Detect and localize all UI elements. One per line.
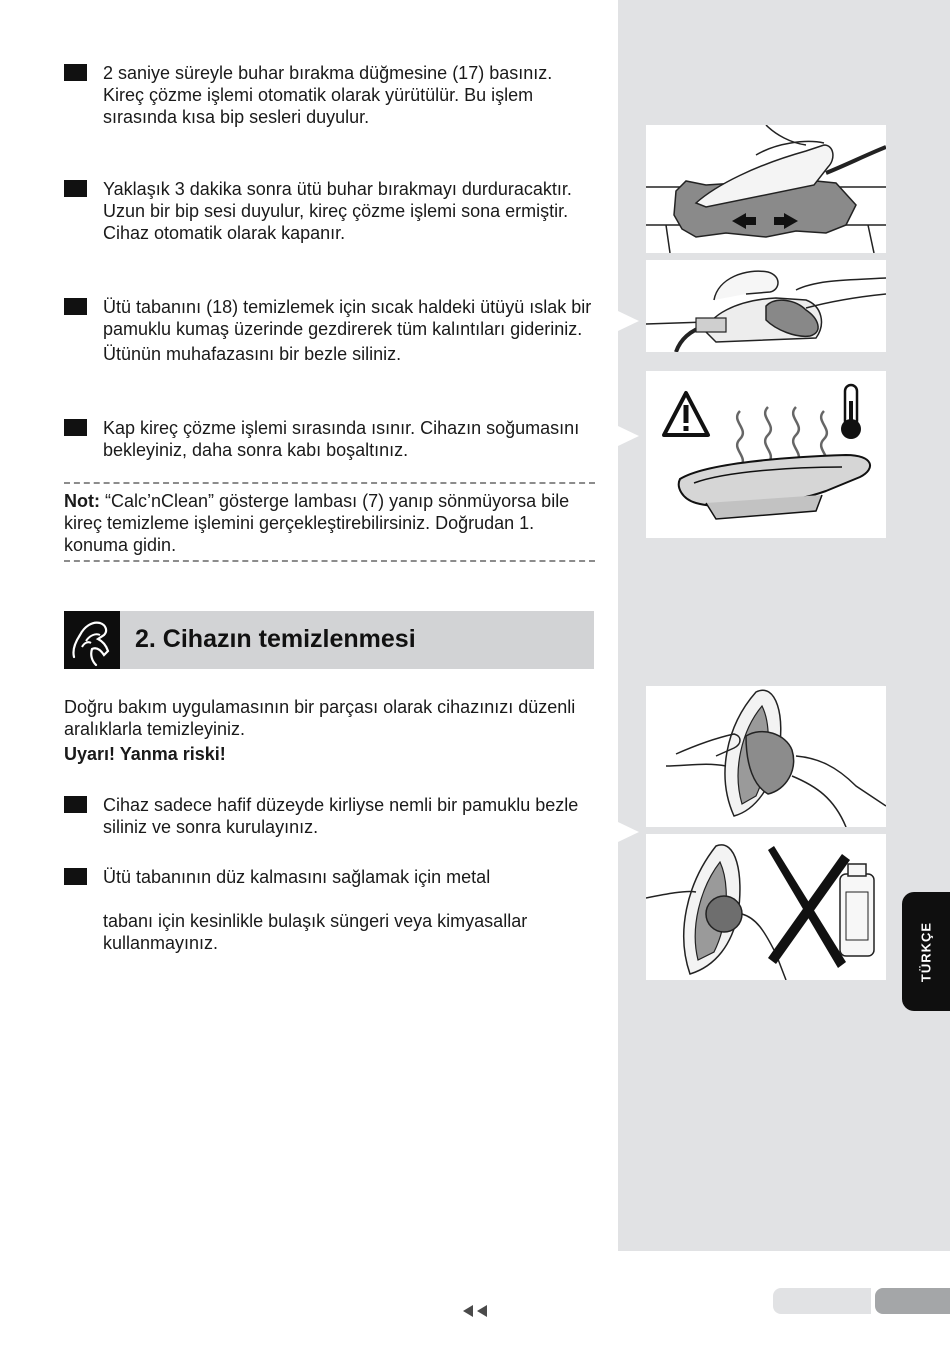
step-bullet — [64, 419, 87, 436]
burn-warning: Uyarı! Yanma riski! — [64, 744, 226, 764]
step-bullet — [64, 180, 87, 197]
no-sponge-no-chemicals-illustration — [646, 834, 886, 980]
hot-container-warning-illustration — [646, 371, 886, 538]
step-line: 2 saniye süreyle buhar bırakma düğmesine (17) basınız. — [103, 63, 553, 83]
hand-cleaning-icon — [64, 611, 120, 669]
footer-bar — [773, 1288, 871, 1314]
wiping-iron-housing-illustration — [646, 260, 886, 352]
note-text: “Calc’nClean” gösterge lambası (7) yanıp sönmüyorsa bile kireç temizleme işlemini gerçekleştirebilirsiniz. Doğrudan 1. konuma gidin. — [64, 491, 570, 555]
step-line: tabanı için kesinlikle bulaşık süngeri veya kimyasallar kullanmayınız. — [103, 911, 528, 953]
step-line: Ütü tabanını (18) temizlemek için sıcak haldeki ütüyü ıslak bir pamuklu kumaş üzerinde gezdirerek tüm kalıntıları gideriniz. — [103, 297, 592, 339]
step-bullet — [64, 796, 87, 813]
language-tab — [902, 892, 950, 1011]
step-bullet — [64, 298, 87, 315]
step-bullet — [64, 868, 87, 885]
step-line: Yaklaşık 3 dakika sonra ütü buhar bırakmayı durduracaktır. Uzun bir bip sesi duyulur, kireç çözme işlemi sona ermiştir. Cihaz otomatik olarak kapanır. — [103, 179, 572, 243]
intro-text: Doğru bakım uygulamasının bir parçası olarak cihazınızı düzenli aralıklarla temizleyiniz. — [64, 697, 576, 739]
wiping-soleplate-illustration — [646, 686, 886, 827]
language-tab-label: TÜRKÇE — [918, 921, 934, 982]
step-line: Cihaz sadece hafif düzeyde kirliyse nemli bir pamuklu bezle siliniz ve sonra kurulayınız. — [103, 795, 579, 837]
step-bullet — [64, 64, 87, 81]
step-wipe-light-dirt — [64, 794, 604, 838]
illustration-pointer — [618, 426, 639, 446]
step-container-cooling — [64, 417, 604, 461]
step-line: Ütü tabanının düz kalmasını sağlamak için metal — [103, 867, 491, 887]
illustration-pointer — [618, 311, 639, 331]
step-line — [103, 888, 604, 910]
step-wait-three-minutes — [64, 178, 604, 244]
section-header — [64, 611, 594, 669]
illustration-pointer — [618, 822, 639, 842]
section-intro — [64, 696, 604, 768]
footer-bar-accent — [875, 1288, 950, 1314]
note-box — [64, 482, 595, 562]
step-line: Kireç çözme işlemi otomatik olarak yürütülür. Bu işlem sırasında kısa bip sesleri duyulur. — [103, 85, 534, 127]
step-line: Kap kireç çözme işlemi sırasında ısınır. Cihazın soğumasını bekleyiniz, daha sonra kabı boşaltınız. — [103, 418, 580, 460]
note-label: Not: — [64, 491, 100, 511]
step-no-sponge — [64, 866, 604, 954]
section-title: 2. Cihazın temizlenmesi — [135, 625, 416, 653]
page-back-arrows-icon — [461, 1303, 489, 1319]
step-press-steam-button — [64, 62, 604, 128]
step-clean-soleplate — [64, 296, 604, 365]
iron-on-wet-cloth-illustration — [646, 125, 886, 253]
step-line: Ütünün muhafazasını bir bezle siliniz. — [103, 344, 402, 364]
